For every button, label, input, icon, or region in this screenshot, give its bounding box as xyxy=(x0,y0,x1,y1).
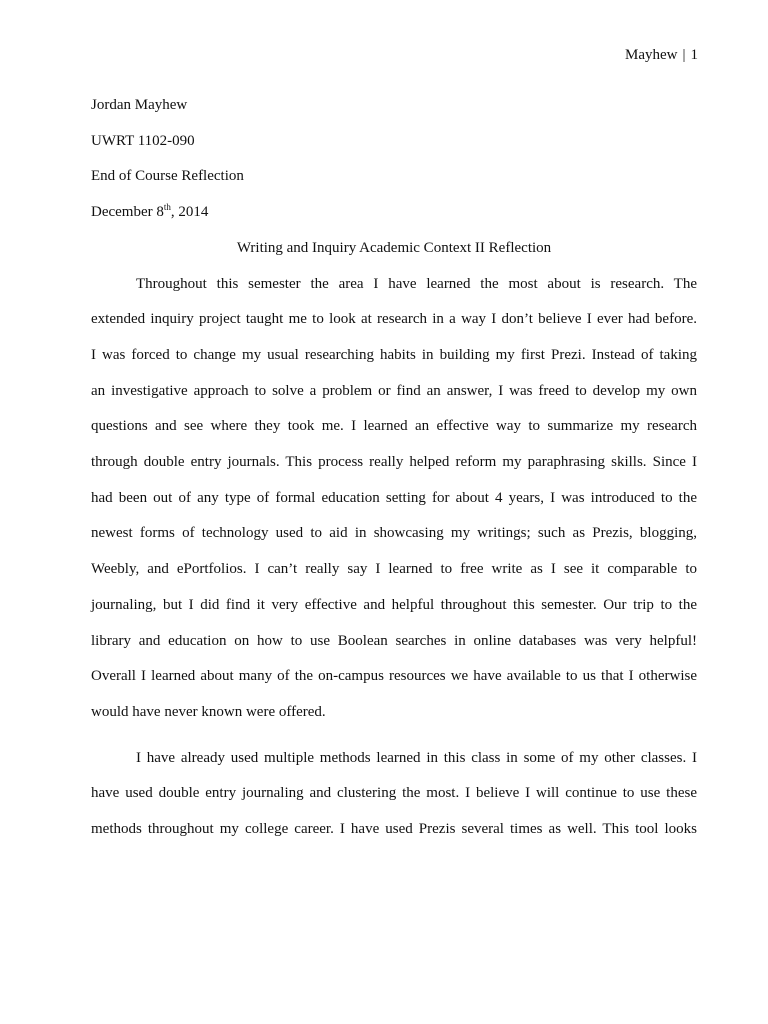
paragraph-line: an investigative approach to solve a problem or find an answer, I was freed to develop my own xyxy=(91,382,697,399)
paragraph-line: had been out of any type of formal education setting for about 4 years, I was introduced to the xyxy=(91,489,697,506)
paragraph-line: journaling, but I did find it very effective and helpful throughout this semester. Our trip to the xyxy=(91,596,697,613)
paragraph-line: extended inquiry project taught me to look at research in a way I don’t believe I ever had before. xyxy=(91,311,697,328)
page-number: 1 xyxy=(690,47,698,63)
header-separator: | xyxy=(682,47,686,63)
paragraph-gap xyxy=(91,731,697,741)
paragraph-2 xyxy=(91,741,697,848)
paragraph-line: I have already used multiple methods learned in this class in some of my other classes. I xyxy=(136,749,697,766)
running-header xyxy=(625,44,698,66)
paragraph-line: would have never known were offered. xyxy=(91,703,326,720)
paragraph-line: have used double entry journaling and clustering the most. I believe I will continue to use these xyxy=(91,785,697,802)
essay-title: Writing and Inquiry Academic Context II Reflection xyxy=(236,239,552,256)
paragraph-line: Weebly, and ePortfolios. I can’t really say I learned to free write as I see it comparable to xyxy=(91,561,697,578)
paragraph-line: through double entry journals. This process really helped reform my paraphrasing skills. Since I xyxy=(91,454,697,471)
paragraph-line: questions and see where they took me. I learned an effective way to summarize my research xyxy=(91,418,697,435)
paragraph-line: I was forced to change my usual researching habits in building my first Prezi. Instead of taking xyxy=(91,346,697,363)
date-year: , 2014 xyxy=(170,204,209,221)
course-code: UWRT 1102-090 xyxy=(91,132,195,149)
paragraph-line: Throughout this semester the area I have learned the most about is research. The xyxy=(136,275,697,292)
date-day: December 8 xyxy=(91,204,164,221)
date-ordinal: th xyxy=(163,202,171,213)
paragraph-line: newest forms of technology used to aid in showcasing my writings; such as Prezis, blogging, xyxy=(91,525,697,542)
header-author: Mayhew xyxy=(624,47,678,63)
document-body xyxy=(91,88,697,848)
author-name: Jordan Mayhew xyxy=(91,97,188,113)
paragraph-line: methods throughout my college career. I have used Prezis several times as well. This tool looks xyxy=(91,821,697,838)
paragraph-1 xyxy=(91,267,697,731)
paragraph-line: Overall I learned about many of the on-campus resources we have available to us that I otherwise xyxy=(91,668,697,685)
date-line xyxy=(91,195,697,231)
assignment-name: End of Course Reflection xyxy=(91,168,244,185)
paragraph-line: library and education on how to use Boolean searches in online databases was very helpful! xyxy=(91,632,697,649)
